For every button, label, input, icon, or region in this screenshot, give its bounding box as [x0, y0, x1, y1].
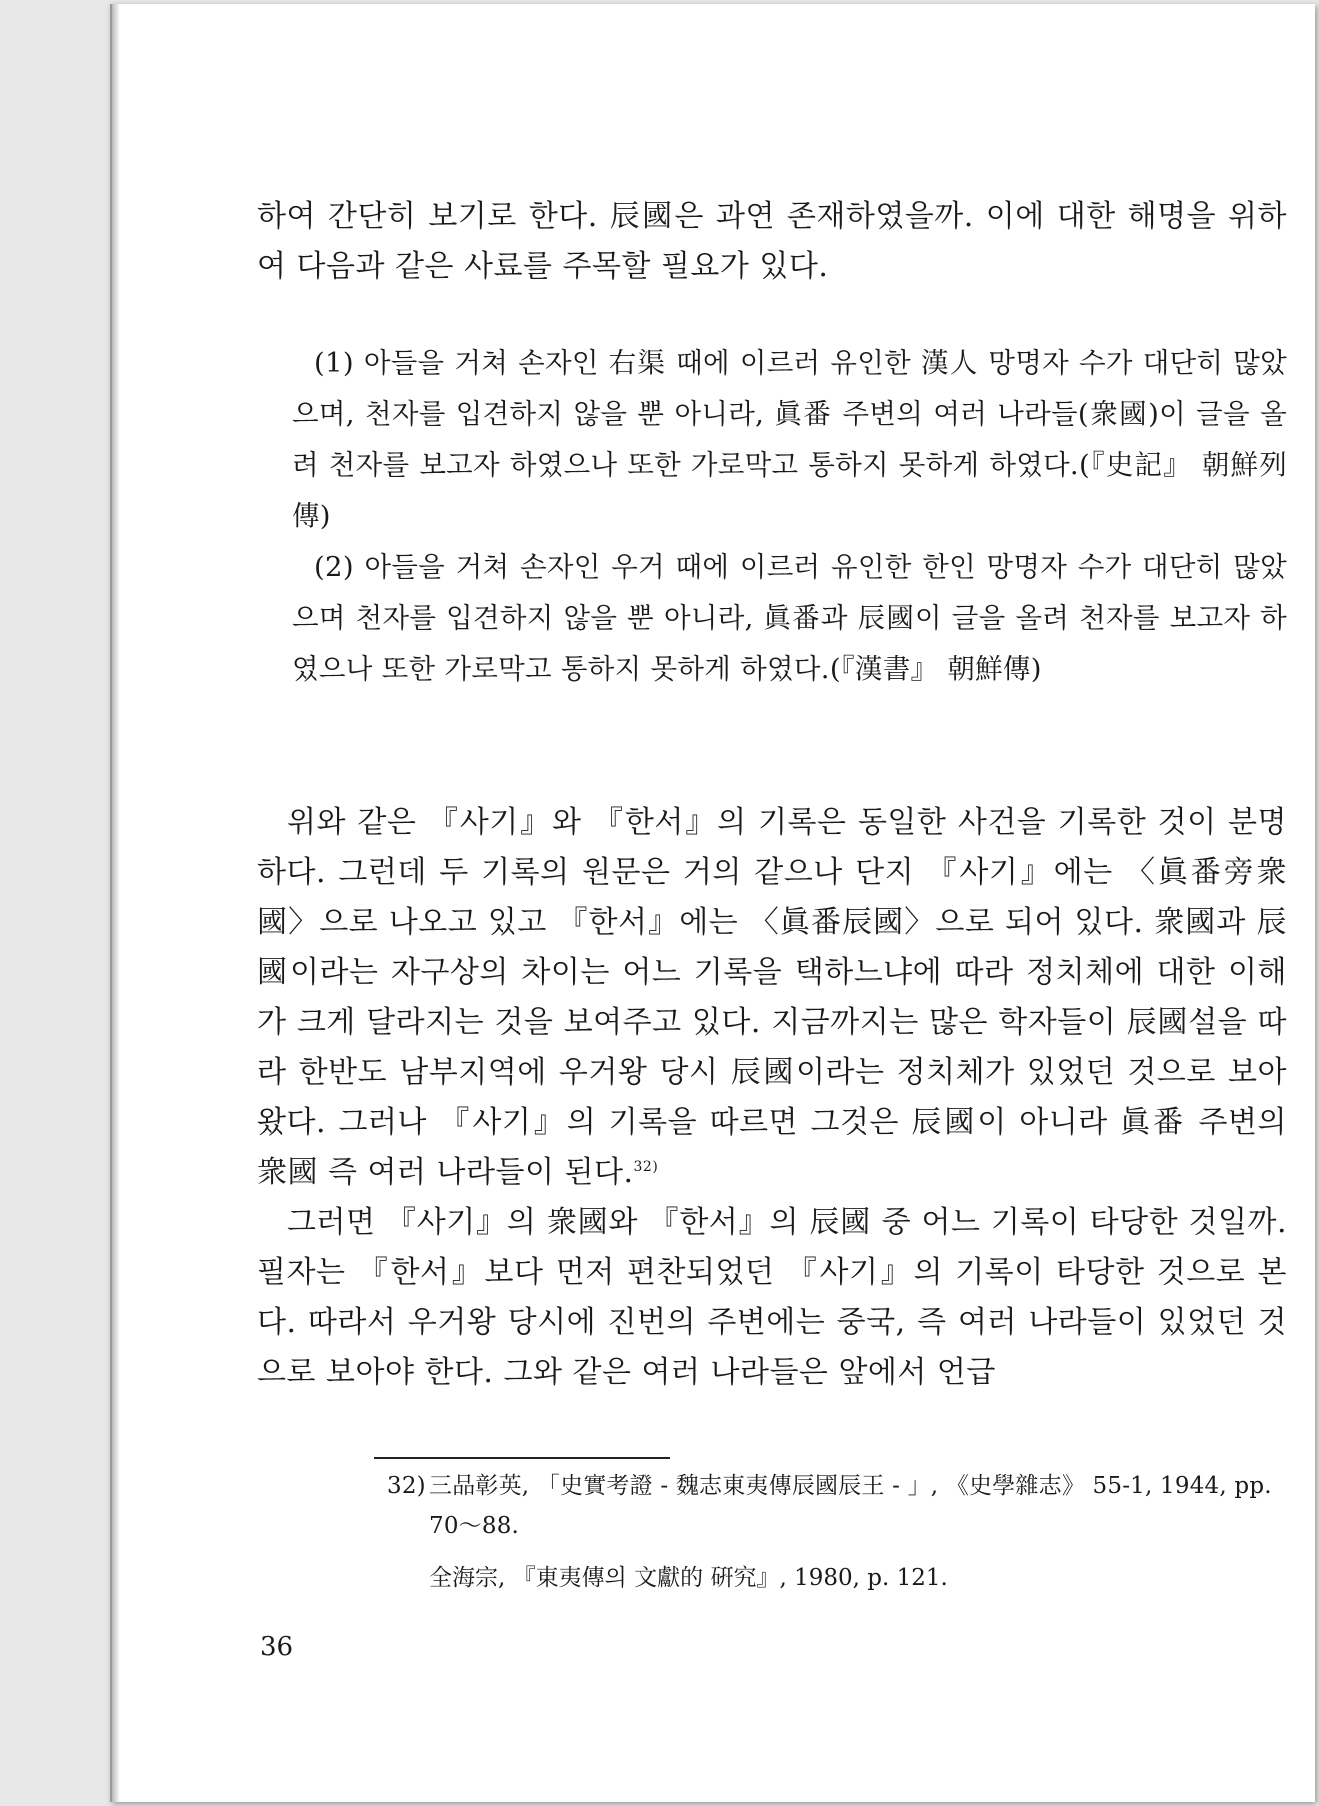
footnote-number: 32)	[387, 1473, 426, 1499]
source-quotes	[292, 338, 1287, 695]
body-paragraph-1-text: 위와 같은 『사기』와 『한서』의 기록은 동일한 사건을 기록한 것이 분명하다. 그런데 두 기록의 원문은 거의 같으나 단지 『사기』에는 〈眞番旁衆國〉으로 나오고 있고 『한서』에는 〈眞番辰國〉으로 되어 있다. 衆國과 辰國이라는 자구상의 차이는 어느 기록을 택하느냐에 따라 정치체에 대한 이해가 크게 달라지는 것을 보여주고 있다. 지금까지는 많은 학자들이 辰國설을 따라 한반도 남부지역에 우거왕 당시 辰國이라는 정치체가 있었던 것으로 보아 왔다. 그러나 『사기』의 기록을 따르면 그것은 辰國이 아니라 眞番 주변의 衆國 즉 여러 나라들이 된다.	[257, 805, 1287, 1190]
intro-paragraph-block	[257, 192, 1287, 292]
intro-paragraph: 하여 간단히 보기로 한다. 辰國은 과연 존재하였을까. 이에 대한 해명을 위하여 다음과 같은 사료를 주목할 필요가 있다.	[257, 199, 1287, 284]
quote-hanshu: (2) 아들을 거쳐 손자인 우거 때에 이르러 유인한 한인 망명자 수가 대단히 많았으며 천자를 입견하지 않을 뿐 아니라, 眞番과 辰國이 글을 올려 천자를 보고자 하였으나 또한 가로막고 통하지 못하게 하였다.(『漢書』 朝鮮傳)	[292, 551, 1287, 685]
footnote-divider	[374, 1457, 670, 1459]
book-page	[110, 4, 1315, 1802]
footnote-line-1: 三品彰英, 「史實考證 - 魏志東夷傳辰國辰王 - 」, 《史學雜志》 55-1, 1944, pp. 70～88.	[429, 1473, 1272, 1539]
body-paragraph-2	[257, 1198, 1287, 1398]
body-text	[257, 798, 1287, 1398]
page-number: 36	[260, 1632, 294, 1662]
quote-shiji: (1) 아들을 거쳐 손자인 右渠 때에 이르러 유인한 漢人 망명자 수가 대단히 많았으며, 천자를 입견하지 않을 뿐 아니라, 眞番 주변의 여러 나라들(衆國)이 글을 올려 천자를 보고자 하였으나 또한 가로막고 통하지 못하게 하였다.(『史記』 朝鮮列傳)	[292, 347, 1287, 532]
body-paragraph-2-text: 그러면 『사기』의 衆國와 『한서』의 辰國 중 어느 기록이 타당한 것일까. 필자는 『한서』보다 먼저 편찬되었던 『사기』의 기록이 타당한 것으로 본다. 따라서 우거왕 당시에 진번의 주변에는 중국, 즉 여러 나라들이 있었던 것으로 보아야 한다. 그와 같은 여러 나라들은 앞에서 언급	[257, 1205, 1287, 1390]
footnote-ref-32: 32)	[633, 1159, 659, 1175]
footnotes	[387, 1466, 1287, 1598]
footnote-line-2: 全海宗, 『東夷傳의 文獻的 硏究』, 1980, p. 121.	[429, 1565, 948, 1591]
body-paragraph-1	[257, 798, 1287, 1198]
footnote-32	[387, 1466, 1287, 1546]
page-binding-edge	[112, 4, 120, 1802]
